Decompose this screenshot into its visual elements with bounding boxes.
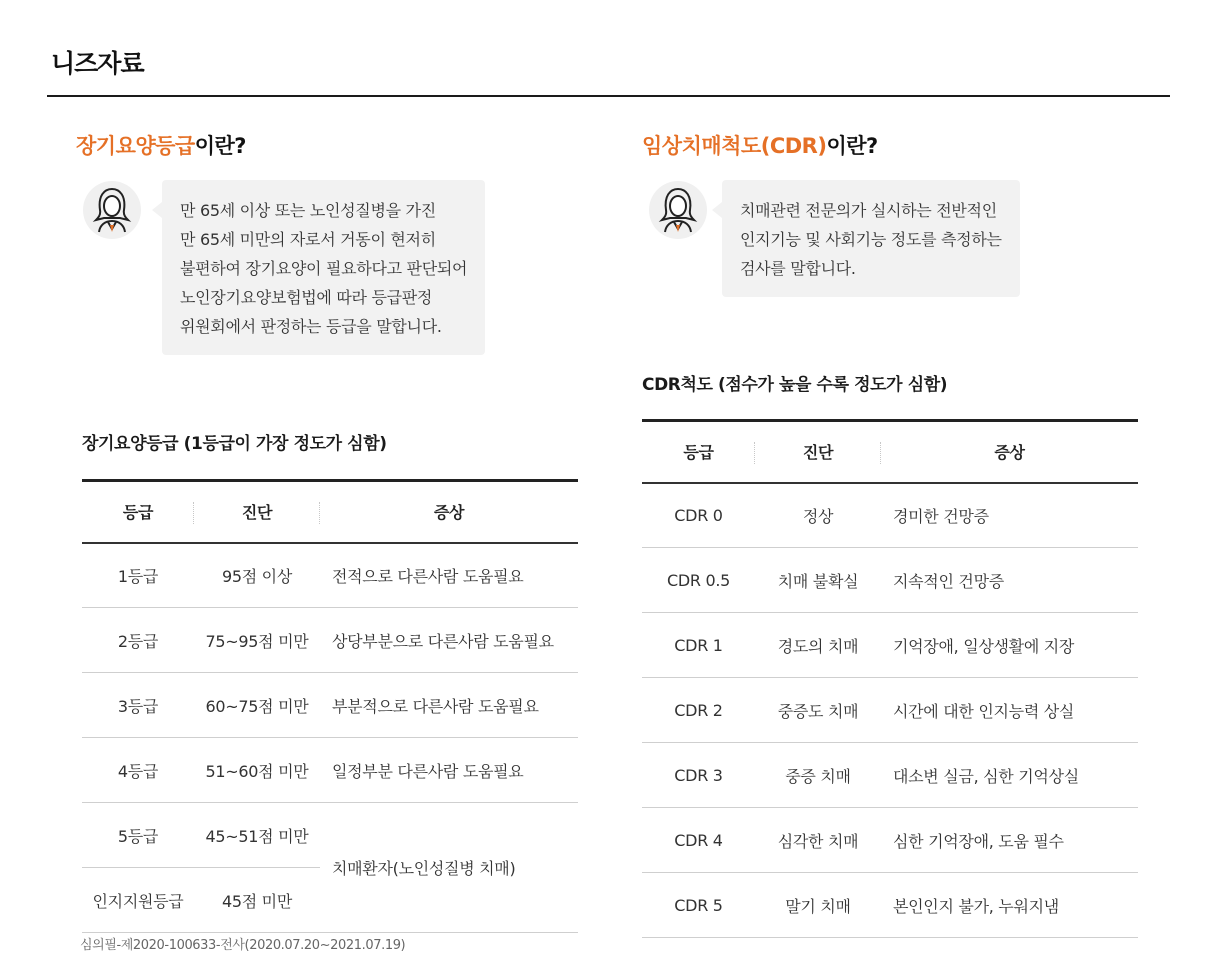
ltc-heading-rest: 이란? — [194, 134, 246, 158]
grade-cell: CDR 2 — [642, 678, 755, 743]
symptom-cell: 기억장애, 일상생활에 지장 — [881, 613, 1138, 678]
cdr-description-line: 치매관련 전문의가 실시하는 전반적인 — [740, 201, 997, 220]
table-row — [82, 738, 578, 803]
diagnosis-cell: 45점 미만 — [194, 868, 320, 933]
column-header-grade: 등급 — [82, 481, 194, 543]
ltc-description-line: 위원회에서 판정하는 등급을 말합니다. — [180, 317, 442, 336]
grade-cell: CDR 0.5 — [642, 548, 755, 613]
grade-cell: 5등급 — [82, 803, 194, 868]
table-row — [82, 673, 578, 738]
cdr-heading-rest: 이란? — [826, 134, 878, 158]
ltc-intro — [76, 180, 578, 360]
table-row — [82, 803, 578, 868]
ltc-description-bubble — [162, 180, 485, 355]
diagnosis-cell: 심각한 치매 — [755, 808, 881, 873]
ltc-description-line: 불편하여 장기요양이 필요하다고 판단되어 — [180, 259, 468, 278]
table-row — [642, 613, 1138, 678]
symptom-cell: 시간에 대한 인지능력 상실 — [881, 678, 1138, 743]
grade-cell: CDR 5 — [642, 873, 755, 938]
symptom-cell: 치매환자(노인성질병 치매) — [320, 803, 578, 933]
ltc-description-line: 만 65세 미만의 자로서 거동이 현저히 — [180, 230, 436, 249]
column-header-diagnosis: 진단 — [755, 421, 881, 483]
ltc-heading — [76, 130, 578, 164]
diagnosis-cell: 정상 — [755, 483, 881, 548]
ltc-heading-accent: 장기요양등급 — [76, 134, 195, 158]
grade-cell: 4등급 — [82, 738, 194, 803]
cdr-section — [642, 130, 1138, 938]
symptom-cell: 상당부분으로 다른사람 도움필요 — [320, 608, 578, 673]
table-header-row — [642, 421, 1138, 483]
column-header-symptom: 증상 — [994, 443, 1025, 463]
diagnosis-cell: 95점 이상 — [194, 543, 320, 608]
cdr-description-line: 인지기능 및 사회기능 정도를 측정하는 — [740, 230, 1002, 249]
person-avatar-icon — [82, 180, 142, 240]
cdr-intro — [642, 180, 1138, 295]
diagnosis-cell: 말기 치매 — [755, 873, 881, 938]
grade-cell: CDR 4 — [642, 808, 755, 873]
diagnosis-cell: 60~75점 미만 — [194, 673, 320, 738]
column-header-grade: 등급 — [642, 421, 755, 483]
symptom-cell: 부분적으로 다른사람 도움필요 — [320, 673, 578, 738]
person-avatar-icon — [648, 180, 708, 240]
grade-cell: 1등급 — [82, 543, 194, 608]
ltc-table-title: 장기요양등급 (1등급이 가장 정도가 심함) — [82, 434, 387, 454]
grade-cell: 3등급 — [82, 673, 194, 738]
grade-cell: 인지지원등급 — [82, 868, 194, 933]
cdr-description-line: 검사를 말합니다. — [740, 259, 856, 278]
column-header-symptom: 증상 — [433, 503, 465, 523]
title-divider — [47, 95, 1170, 97]
table-row — [642, 873, 1138, 938]
diagnosis-cell: 중증 치매 — [755, 743, 881, 808]
diagnosis-cell: 치매 불확실 — [755, 548, 881, 613]
symptom-cell: 지속적인 건망증 — [881, 548, 1138, 613]
cdr-table-title: CDR척도 (점수가 높을 수록 정도가 심함) — [642, 375, 948, 395]
cdr-table — [642, 419, 1138, 938]
ltc-description-line: 만 65세 이상 또는 노인성질병을 가진 — [180, 201, 436, 220]
ltc-description-line: 노인장기요양보험법에 따라 등급판정 — [180, 288, 433, 307]
table-row — [642, 483, 1138, 548]
diagnosis-cell: 51~60점 미만 — [194, 738, 320, 803]
diagnosis-cell: 75~95점 미만 — [194, 608, 320, 673]
ltc-grade-section — [76, 130, 578, 933]
symptom-cell: 대소변 실금, 심한 기억상실 — [881, 743, 1138, 808]
review-approval-note: 심의필-제2020-100633-전사(2020.07.20~2021.07.19) — [80, 938, 406, 953]
grade-cell: 2등급 — [82, 608, 194, 673]
ltc-grade-table — [82, 479, 578, 933]
grade-cell: CDR 3 — [642, 743, 755, 808]
symptom-cell: 심한 기억장애, 도움 필수 — [881, 808, 1138, 873]
symptom-cell: 일정부분 다른사람 도움필요 — [320, 738, 578, 803]
table-row — [642, 743, 1138, 808]
cdr-heading-accent: 임상치매척도(CDR) — [642, 134, 827, 158]
table-row — [642, 678, 1138, 743]
grade-cell: CDR 0 — [642, 483, 755, 548]
diagnosis-cell: 45~51점 미만 — [194, 803, 320, 868]
grade-cell: CDR 1 — [642, 613, 755, 678]
table-row — [642, 808, 1138, 873]
symptom-cell: 본인인지 불가, 누워지냄 — [881, 873, 1138, 938]
page-title: 니즈자료 — [51, 49, 144, 78]
diagnosis-cell: 경도의 치매 — [755, 613, 881, 678]
column-header-diagnosis: 진단 — [194, 481, 320, 543]
cdr-description-bubble — [722, 180, 1020, 297]
cdr-heading — [642, 130, 1138, 164]
table-row — [82, 543, 578, 608]
diagnosis-cell: 중증도 치매 — [755, 678, 881, 743]
table-header-row — [82, 481, 578, 543]
symptom-cell: 전적으로 다른사람 도움필요 — [320, 543, 578, 608]
table-row — [642, 548, 1138, 613]
symptom-cell: 경미한 건망증 — [881, 483, 1138, 548]
table-row — [82, 608, 578, 673]
